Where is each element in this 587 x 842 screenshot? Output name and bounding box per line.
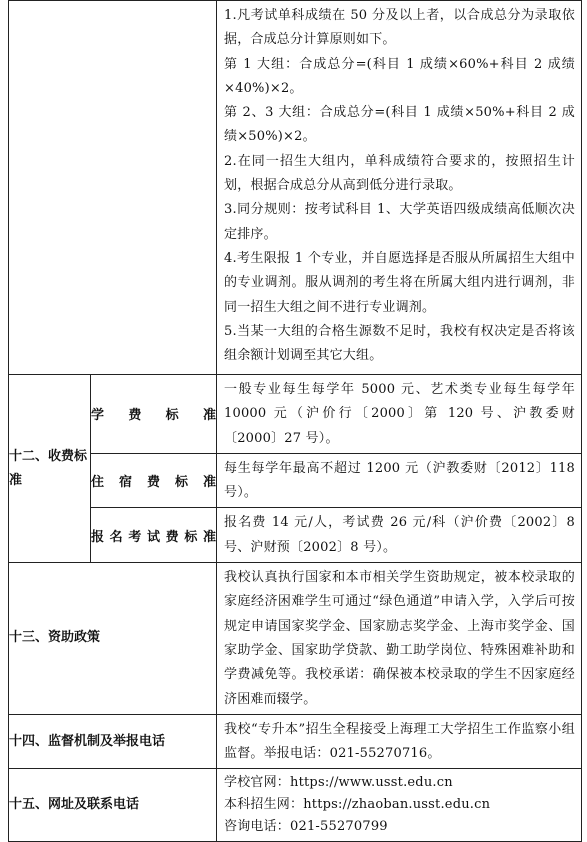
- fees-tuition-row: [9, 375, 582, 454]
- contact-section-label: 十五、网址及联系电话: [9, 769, 217, 842]
- admission-table: [8, 0, 582, 842]
- exam-fee-text: 报名费 14 元/人，考试费 26 元/科（沪价费〔2002〕8 号、沪财预〔2002〕8 号）。: [224, 515, 575, 555]
- exam-text-cell: [217, 508, 582, 563]
- housing-label: 住 宿 费 标 准: [91, 453, 217, 508]
- aid-row: [9, 563, 582, 715]
- fees-housing-row: [9, 453, 582, 508]
- rules-label-cell: [9, 1, 217, 375]
- rule-paragraph: 4.考生限报 1 个专业，并自愿选择是否服从所属招生大组中的专业调剂。服从调剂的考生将在所属大组内进行调剂，非同一招生大组之间不进行专业调剂。: [224, 250, 575, 315]
- hotline-line: 咨询电话：021-55270799: [224, 819, 388, 835]
- fees-section-label: 十二、收费标准: [9, 375, 91, 563]
- admission-site-line: 本科招生网：https://zhaoban.usst.edu.cn: [224, 797, 491, 813]
- housing-text-cell: [217, 453, 582, 508]
- rule-paragraph: 第 1 大组：合成总分=(科目 1 成绩×60%+科目 2 成绩×40%)×2。: [224, 56, 575, 96]
- fees-exam-row: [9, 508, 582, 563]
- aid-section-label: 十三、资助政策: [9, 563, 217, 715]
- contact-text-cell: [217, 769, 582, 842]
- rule-paragraph: 2.在同一招生大组内，单科成绩符合要求的，按照招生计划，根据合成总分从高到低分进行录取。: [224, 153, 575, 194]
- housing-text: 每生每学年最高不超过 1200 元（沪教委财〔2012〕118 号）。: [224, 460, 575, 501]
- tuition-label: 学 费 标 准: [91, 375, 217, 454]
- official-site-line: 学校官网：https://www.usst.edu.cn: [224, 775, 453, 791]
- aid-text: 我校认真执行国家和本市相关学生资助规定，被本校录取的家庭经济困难学生可通过“绿色通道”申请入学，入学后可按规定申请国家奖学金、国家励志奖学金、上海市奖学金、国家助学金、国家助学贷款、勤工助学岗位、特殊困难补助和学费减免等。我校承诺：确保被本校录取的学生不因家庭经济困难而辍学。: [224, 570, 575, 707]
- exam-fee-label: 报名考试费标准: [91, 508, 217, 563]
- rules-content-cell: [217, 1, 582, 375]
- rule-paragraph: 1.凡考试单科成绩在 50 分及以上者，以合成总分为录取依据，合成总分计算原则如下。: [224, 8, 575, 48]
- contact-row: [9, 769, 582, 842]
- supervision-row: [9, 714, 582, 769]
- supervision-text: 我校“专升本”招生全程接受上海理工大学招生工作监察小组监督。举报电话：021-55270716。: [224, 721, 575, 762]
- tuition-text-cell: [217, 375, 582, 454]
- rules-row: [9, 1, 582, 375]
- rule-paragraph: 第 2、3 大组：合成总分=(科目 1 成绩×50%+科目 2 成绩×50%)×2。: [224, 105, 575, 145]
- rule-paragraph: 3.同分规则：按考试科目 1、大学英语四级成绩高低顺次决定排序。: [224, 202, 575, 242]
- rule-paragraph: 5.当某一大组的合格生源数不足时，我校有权决定是否将该组余额计划调至其它大组。: [224, 323, 575, 364]
- tuition-text: 一般专业每生每学年 5000 元、艺术类专业每生每学年 10000 元（沪价行〔2000〕第 120 号、沪教委财〔2000〕27 号）。: [224, 382, 575, 446]
- aid-text-cell: [217, 563, 582, 715]
- supervision-section-label: 十四、监督机制及举报电话: [9, 714, 217, 769]
- supervision-text-cell: [217, 714, 582, 769]
